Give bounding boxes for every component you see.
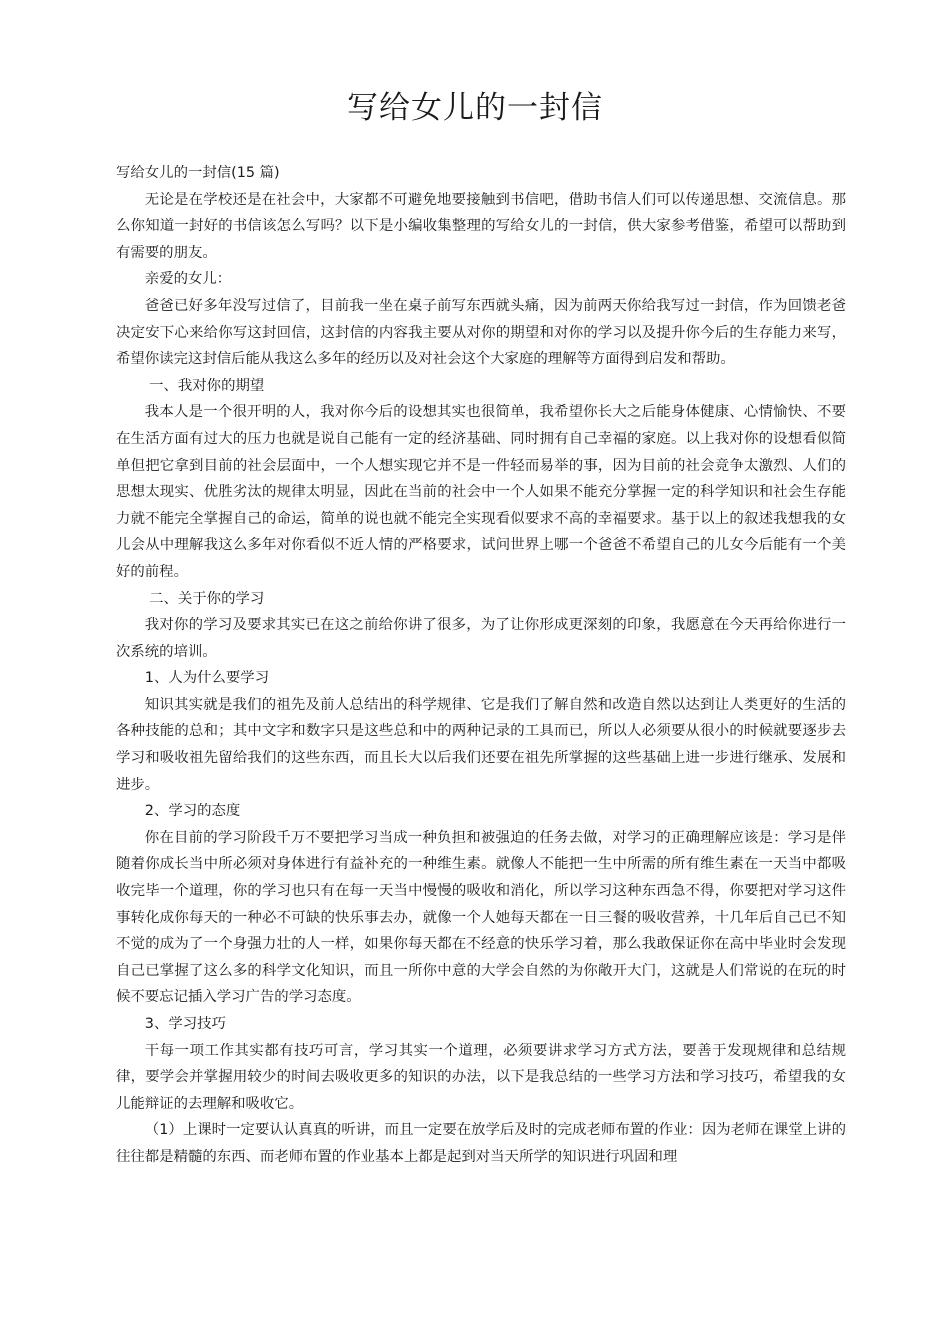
paragraph-study-attitude: 你在目前的学习阶段千万不要把学习当成一种负担和被强迫的任务去做，对学习的正确理解应该是：学习是伴随着你成长当中所必须对身体进行有益补充的一种维生素。就像人不能把一生中所需的所有维生素在一天当中都吸收完毕一个道理，你的学习也只有在每一天当中慢慢的吸收和消化，所以学习这种东西急不得，你要把对学习这件事转化成你每天的一种必不可缺的快乐事去办，就像一个人她每天都在一日三餐的吸收营养，十几年后自己已不知不觉的成为了一个身强力壮的人一样，如果你每天都在不经意的快乐学习着，那么我敢保证你在高中毕业时会发现自己已掌握了这么多的科学文化知识，而且一所你中意的大学会自然的为你敞开大门，这就是人们常说的在玩的时候不要忘记插入学习广告的学习态度。 [116,829,846,1006]
document-body [116,160,846,1171]
section-heading-expectations: 一、我对你的期望 [149,377,265,394]
paragraph-why-study: 知识其实就是我们的祖先及前人总结出的科学规律、它是我们了解自然和改造自然以达到让人类更好的生活的各种技能的总和；其中文字和数字只是这些总和中的两种记录的工具而已，所以人必须要从很小的时候就要逐步去学习和吸收祖先留给我们的这些东西，而且长大以后我们还要在祖先所掌握的这些基础上进一步进行继承、发展和进步。 [116,696,846,793]
paragraph-salutation: 亲爱的女儿： [144,271,232,288]
subheading-study-skills: 3、学习技巧 [144,1016,226,1032]
paragraph-study-intro: 我对你的学习及要求其实已在这之前给你讲了很多，为了让你形成更深刻的印象，我愿意在今天再给你进行一次系统的培训。 [116,617,846,660]
paragraph-intro: 无论是在学校还是在社会中，大家都不可避免地要接触到书信吧，借助书信人们可以传递思想、交流信息。那么你知道一封好的书信该怎么写吗？以下是小编收集整理的写给女儿的一封信，供大家参考借鉴，希望可以帮助到有需要的朋友。 [116,191,846,261]
subheading-study-attitude: 2、学习的态度 [144,803,241,820]
paragraph-opening: 爸爸已好多年没写过信了，目前我一坐在桌子前写东西就头痛，因为前两天你给我写过一封信，作为回馈老爸决定安下心来给你写这封回信，这封信的内容我主要从对你的期望和对你的学习以及提升你今后的生存能力来写，希望你读完这封信后能从我这么多年的经历以及对社会这个大家庭的理解等方面得到启发和帮助。 [116,297,846,368]
paragraph-skill-1: （1）上课时一定要认认真真的听讲，而且一定要在放学后及时的完成老师布置的作业：因为老师在课堂上讲的往往都是精髓的东西、而老师布置的作业基本上都是起到对当天所学的知识进行巩固和理 [116,1122,846,1165]
document-subtitle: 写给女儿的一封信(15 篇) [116,165,280,181]
paragraph-expectations: 我本人是一个很开明的人，我对你今后的设想其实也很简单，我希望你长大之后能身体健康、心情愉快、不要在生活方面有过大的压力也就是说自己能有一定的经济基础、同时拥有自己幸福的家庭。以上我对你的设想看似简单但把它拿到目前的社会层面中，一个人想实现它并不是一件轻而易举的事，因为目前的社会竞争太激烈、人们的思想太现实、优胜劣汰的规律太明显，因此在当前的社会中一个人如果不能充分掌握一定的科学知识和社会生存能力就不能完全掌握自己的命运，简单的说也就不能完全实现看似要求不高的幸福要求。基于以上的叙述我想我的女儿会从中理解我这么多年对你看似不近人情的严格要求，试问世界上哪一个爸爸不希望自己的儿女今后能有一个美好的前程。 [116,404,846,580]
document-title: 写给女儿的一封信 [347,90,603,126]
paragraph-study-skills: 干每一项工作其实都有技巧可言，学习其实一个道理，必须要讲求学习方式方法，要善于发现规律和总结规律，要学会并掌握用较少的时间去吸收更多的知识的办法，以下是我总结的一些学习方法和学习技巧，希望我的女儿能辩证的去理解和吸收它。 [116,1042,846,1112]
subheading-why-study: 1、人为什么要学习 [144,670,270,687]
section-heading-study: 二、关于你的学习 [149,590,265,607]
